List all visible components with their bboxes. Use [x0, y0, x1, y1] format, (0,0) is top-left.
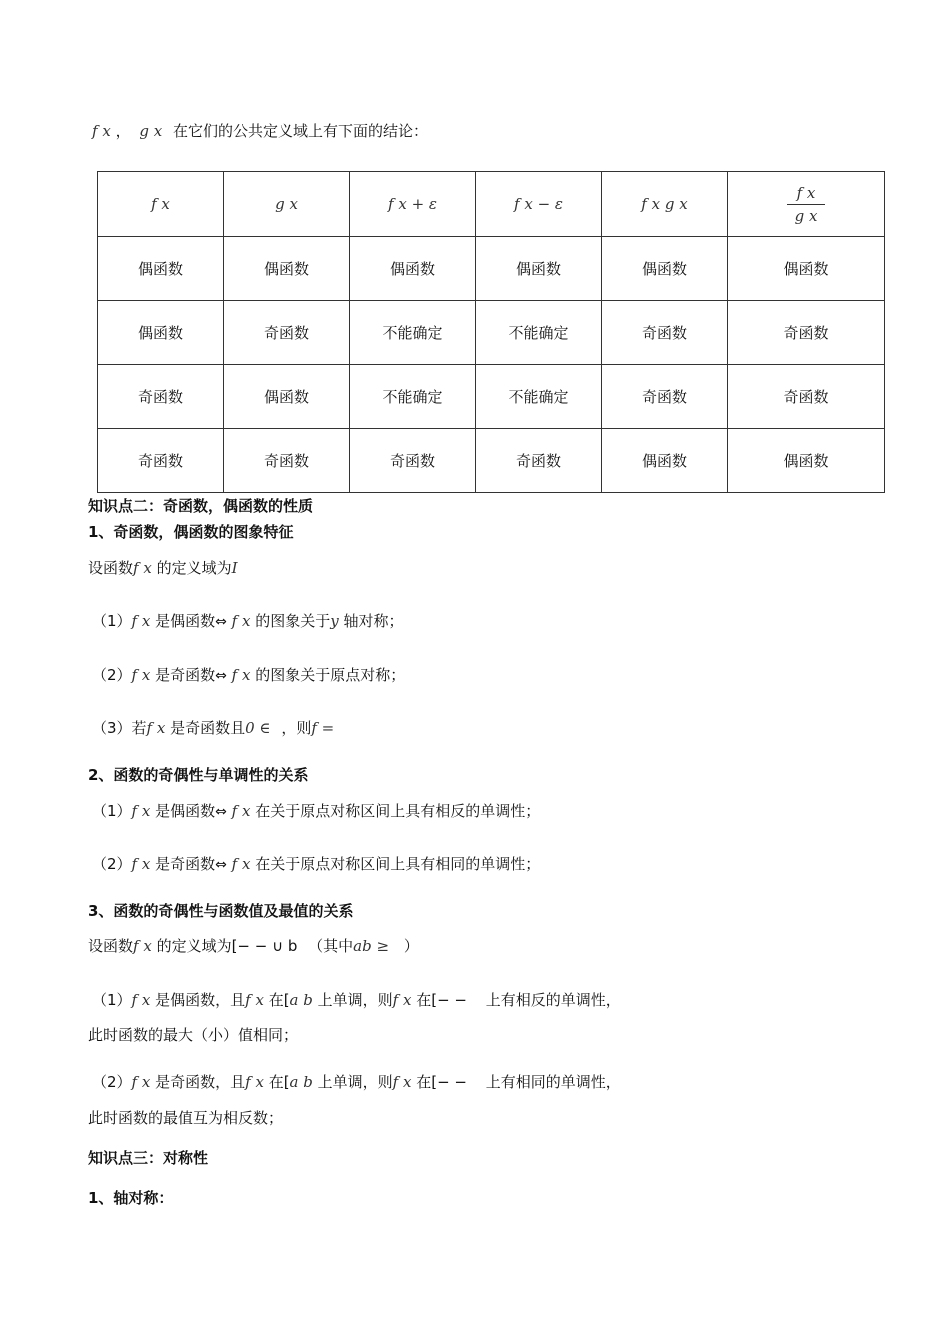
math-fx: f x — [245, 1073, 264, 1091]
table-cell: 不能确定 — [350, 301, 476, 365]
table-cell: 偶函数 — [98, 301, 224, 365]
table-cell: 偶函数 — [224, 237, 350, 301]
math-fx: f x — [133, 559, 152, 577]
property-item — [92, 1071, 621, 1092]
text: 是奇函数 — [155, 855, 216, 873]
math-fx: f x — [231, 802, 251, 820]
section-title: 知识点二：奇函数，偶函数的性质 — [88, 497, 314, 515]
text: 是偶函数 — [155, 612, 216, 630]
iff-icon: ⇔ — [215, 804, 227, 820]
item-number: （3）若 — [92, 719, 147, 737]
text: （其中 — [308, 937, 354, 955]
table-cell: 奇函数 — [728, 365, 885, 429]
item-number: （2） — [92, 1073, 132, 1091]
math-fx: f x — [231, 666, 251, 684]
table-cell: 奇函数 — [98, 365, 224, 429]
property-item — [92, 989, 621, 1010]
math-fx: f x — [146, 719, 166, 737]
table-cell: 偶函数 — [350, 237, 476, 301]
text: 是奇函数，且 — [155, 1073, 246, 1091]
table-row — [98, 237, 885, 301]
table-row — [98, 429, 885, 493]
item-number: （2） — [92, 855, 132, 873]
parity-table — [97, 171, 885, 493]
text: ） — [403, 937, 419, 955]
iff-icon: ⇔ — [215, 857, 227, 873]
text: 设函数 — [88, 937, 134, 955]
table-header-row — [98, 172, 885, 237]
table-cell: 奇函数 — [602, 365, 728, 429]
table-cell: 偶函数 — [728, 237, 885, 301]
header-cell: g x — [224, 172, 350, 237]
math-fx: f x — [231, 855, 251, 873]
math-ab: ab ≥ — [353, 937, 390, 955]
property-item — [92, 800, 540, 821]
table-cell: 奇函数 — [98, 429, 224, 493]
math-fx: f x — [133, 937, 152, 955]
math-g: g x — [139, 122, 163, 140]
continuation-line: 此时函数的最值互为相反数； — [88, 1109, 284, 1127]
table-cell: 偶函数 — [476, 237, 602, 301]
text: 的定义域为 — [156, 559, 232, 577]
text: 上有相同的单调性， — [485, 1073, 621, 1091]
header-cell: f x + ε — [350, 172, 476, 237]
property-item — [92, 853, 540, 874]
property-item — [92, 664, 405, 685]
header-cell: f x − ε — [476, 172, 602, 237]
table-cell: 偶函数 — [98, 237, 224, 301]
text: 设函数 — [88, 559, 134, 577]
section-title: 知识点三：对称性 — [88, 1149, 209, 1167]
text: 在[− − — [416, 991, 467, 1009]
text: 在[− − — [416, 1073, 467, 1091]
table-cell: 偶函数 — [602, 237, 728, 301]
text: ，则 — [281, 719, 312, 737]
math-ab: a b — [289, 991, 313, 1009]
math-f0: f — [311, 719, 322, 737]
subsection-title: 2、函数的奇偶性与单调性的关系 — [88, 766, 309, 784]
math-equals: = — [321, 719, 335, 737]
continuation-line: 此时函数的最大（小）值相同； — [88, 1026, 299, 1044]
comma: ， — [115, 122, 131, 140]
math-f: f x — [92, 122, 111, 140]
math-fx: f x — [131, 802, 151, 820]
text: 是偶函数，且 — [155, 991, 246, 1009]
item-number: （1） — [92, 991, 132, 1009]
header-cell-fraction — [728, 172, 885, 237]
table-cell: 奇函数 — [602, 301, 728, 365]
item-number: （1） — [92, 802, 132, 820]
text: 上有相反的单调性， — [485, 991, 621, 1009]
text: 轴对称； — [343, 612, 404, 630]
property-item — [92, 610, 404, 631]
table-cell: 奇函数 — [350, 429, 476, 493]
item-number: （2） — [92, 666, 132, 684]
text: 的图象关于 — [255, 612, 331, 630]
text: 上单调，则 — [317, 1073, 393, 1091]
text: 是偶函数 — [155, 802, 216, 820]
text: 在关于原点对称区间上具有相同的单调性； — [255, 855, 541, 873]
text: 在关于原点对称区间上具有相反的单调性； — [255, 802, 541, 820]
math-I: I — [231, 559, 238, 577]
table-cell: 不能确定 — [350, 365, 476, 429]
table-row — [98, 301, 885, 365]
text: 上单调，则 — [317, 991, 393, 1009]
math-fx: f x — [131, 1073, 151, 1091]
text: 是奇函数且 — [170, 719, 246, 737]
table-row — [98, 365, 885, 429]
math-fx: f x — [231, 612, 251, 630]
definition-line — [88, 935, 419, 956]
subsection-title: 1、轴对称： — [88, 1189, 174, 1207]
text: 在[ — [268, 991, 290, 1009]
item-number: （1） — [92, 612, 132, 630]
fraction-denominator: g x — [794, 206, 818, 225]
header-cell: f x — [98, 172, 224, 237]
table-cell: 奇函数 — [224, 301, 350, 365]
fraction — [787, 182, 826, 227]
text: 是奇函数 — [155, 666, 216, 684]
table-cell: 偶函数 — [728, 429, 885, 493]
math-fx: f x — [131, 612, 151, 630]
definition-line — [88, 557, 238, 578]
math-y: y — [330, 612, 339, 630]
math-fx: f x — [131, 991, 151, 1009]
table-cell: 不能确定 — [476, 301, 602, 365]
text: 在[ — [268, 1073, 290, 1091]
intro-line — [92, 120, 428, 141]
subsection-title: 3、函数的奇偶性与函数值及最值的关系 — [88, 902, 354, 920]
table-cell: 不能确定 — [476, 365, 602, 429]
math-fx: f x — [131, 855, 151, 873]
table-cell: 偶函数 — [224, 365, 350, 429]
subsection-title: 1、奇函数，偶函数的图象特征 — [88, 523, 294, 541]
intro-text: 在它们的公共定义域上有下面的结论： — [172, 122, 428, 140]
text: 的定义域为[− − ∪ b — [156, 937, 298, 955]
math-ab: a b — [289, 1073, 313, 1091]
text: 的图象关于原点对称； — [255, 666, 406, 684]
table-cell: 偶函数 — [602, 429, 728, 493]
fraction-numerator: f x — [787, 182, 826, 205]
table-cell: 奇函数 — [728, 301, 885, 365]
property-item — [92, 717, 334, 738]
iff-icon: ⇔ — [215, 668, 227, 684]
iff-icon: ⇔ — [215, 614, 227, 630]
math-fx: f x — [392, 991, 412, 1009]
math-fx: f x — [131, 666, 151, 684]
header-cell: f x g x — [602, 172, 728, 237]
table-cell: 奇函数 — [224, 429, 350, 493]
math-zero-in: 0 ∈ — [245, 719, 271, 737]
math-fx: f x — [245, 991, 264, 1009]
table-cell: 奇函数 — [476, 429, 602, 493]
math-fx: f x — [392, 1073, 412, 1091]
